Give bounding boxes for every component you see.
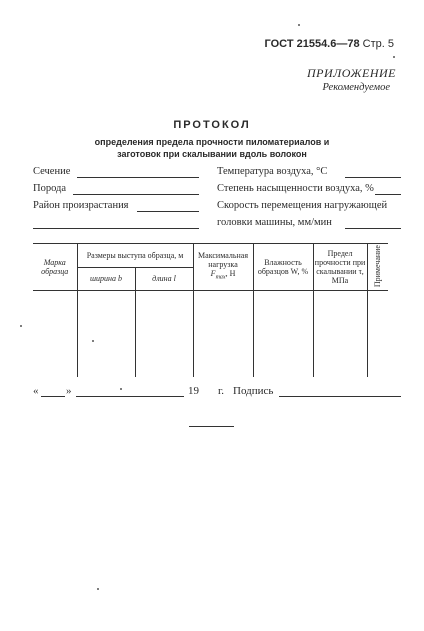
air-saturation-field[interactable] <box>375 194 401 195</box>
col-load-subscript: max <box>215 274 226 281</box>
appendix-title: ПРИЛОЖЕНИЕ <box>307 66 396 80</box>
date-year-prefix: 19 <box>188 385 199 397</box>
col-load-header <box>193 244 253 291</box>
speed-label-line2: головки машины, мм/мин <box>217 217 332 228</box>
speed-label-line1: Скорость перемещения нагружающей <box>217 200 388 211</box>
col-load-symbol: F <box>210 269 216 279</box>
signature-field[interactable] <box>279 396 401 397</box>
cell-load[interactable] <box>193 291 253 378</box>
breed-label: Порода <box>33 183 67 194</box>
col-load-label: Максимальная нагрузка <box>198 251 248 270</box>
page-number: Стр. 5 <box>362 38 394 50</box>
date-month-field[interactable] <box>76 396 184 397</box>
protocol-subtitle-line1: определения предела прочности пиломатериалов и <box>94 137 330 147</box>
scan-speck <box>120 388 122 390</box>
date-day-field[interactable] <box>41 396 65 397</box>
signature-label: Подпись <box>233 385 274 397</box>
appendix-note: Рекомендуемое <box>322 82 390 93</box>
scan-speck <box>20 325 22 327</box>
standard-number: ГОСТ 21554.6—78 <box>264 38 360 50</box>
breed-field[interactable] <box>73 194 199 195</box>
page-header <box>265 38 395 50</box>
col-note-header <box>367 244 388 291</box>
region-field[interactable] <box>137 211 199 212</box>
cell-note[interactable] <box>367 291 388 378</box>
col-limit-header: Предел прочности при скалывании τ, МПа <box>313 244 367 291</box>
scan-speck <box>92 340 94 342</box>
col-moisture-header: Влажность образцов W, % <box>253 244 313 291</box>
scan-speck <box>97 588 99 590</box>
table-row <box>33 291 388 378</box>
col-width-header: ширина b <box>77 267 135 291</box>
air-saturation-label: Степень насыщенности воздуха, % <box>217 183 374 194</box>
region-label: Район произрастания <box>33 200 129 211</box>
air-temp-field[interactable] <box>345 177 401 178</box>
date-quote-close: » <box>66 385 72 397</box>
cell-length[interactable] <box>135 291 193 378</box>
col-load-unit: , Н <box>225 269 236 279</box>
date-quote-open: « <box>33 385 39 397</box>
protocol-subtitle <box>0 136 424 160</box>
cell-moisture[interactable] <box>253 291 313 378</box>
speed-field[interactable] <box>345 228 401 229</box>
cell-width[interactable] <box>77 291 135 378</box>
col-note-label: Примечание <box>373 245 383 288</box>
scan-speck <box>298 24 300 26</box>
end-divider <box>189 426 234 427</box>
cell-mark[interactable] <box>33 291 77 378</box>
air-temp-label: Температура воздуха, °С <box>217 166 328 177</box>
region-field-extra[interactable] <box>33 228 199 229</box>
cell-limit[interactable] <box>313 291 367 378</box>
section-label: Сечение <box>33 166 71 177</box>
section-field[interactable] <box>77 177 199 178</box>
protocol-table <box>33 243 388 377</box>
protocol-subtitle-line2: заготовок при скалывании вдоль волокон <box>117 149 307 159</box>
scan-speck <box>393 56 395 58</box>
protocol-title: ПРОТОКОЛ <box>173 119 251 131</box>
date-year-suffix: г. <box>218 385 225 397</box>
col-length-header: длина l <box>135 267 193 291</box>
col-mark-header: Марка образца <box>33 244 77 291</box>
col-dims-header: Размеры выступа образца, м <box>77 244 193 268</box>
